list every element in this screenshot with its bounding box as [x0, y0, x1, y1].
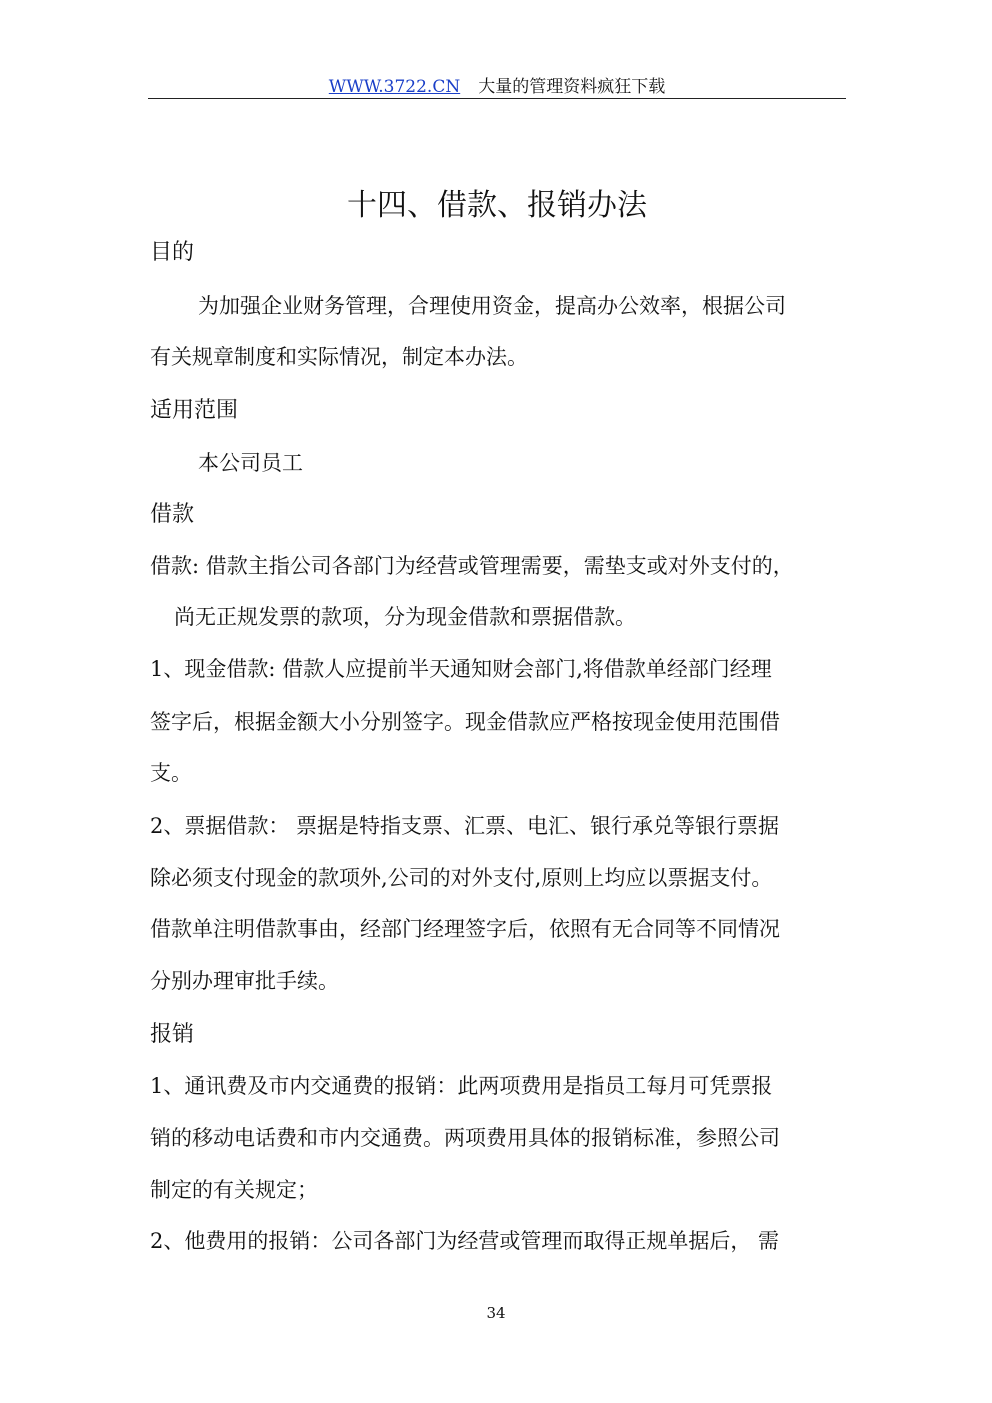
paragraph-line: 为加强企业财务管理，合理使用资金，提高办公效率，根据公司 — [198, 294, 786, 318]
paragraph-line: 除必须支付现金的款项外,公司的对外支付,原则上均应以票据支付。 — [150, 866, 773, 890]
header-divider — [148, 98, 846, 99]
heading-loan: 借款 — [150, 502, 195, 527]
paragraph-line: 签字后，根据金额大小分别签字。现金借款应严格按现金使用范围借 — [150, 710, 780, 734]
heading-purpose: 目的 — [150, 240, 195, 265]
paragraph-line: 借款: 借款主指公司各部门为经营或管理需要，需垫支或对外支付的， — [150, 554, 794, 578]
paragraph-line: 2、他费用的报销：公司各部门为经营或管理而取得正规单据后， 需 — [150, 1229, 780, 1253]
page-number: 34 — [486, 1304, 506, 1322]
paragraph-line: 有关规章制度和实际情况，制定本办法。 — [150, 345, 528, 369]
heading-reimburse: 报销 — [150, 1022, 195, 1047]
paragraph-line: 2、票据借款： 票据是特指支票、汇票、电汇、银行承兑等银行票据 — [150, 814, 780, 838]
paragraph-line: 制定的有关规定； — [150, 1178, 318, 1202]
paragraph-line: 分别办理审批手续。 — [150, 969, 339, 993]
paragraph-line: 销的移动电话费和市内交通费。两项费用具体的报销标准，参照公司 — [150, 1126, 780, 1150]
heading-scope: 适用范围 — [150, 398, 239, 423]
page-header — [148, 72, 846, 97]
header-tagline: 大量的管理资料疯狂下载 — [478, 77, 666, 97]
paragraph-line: 支。 — [150, 761, 192, 785]
site-link[interactable]: WWW.3722.CN — [328, 77, 461, 97]
paragraph-line: 本公司员工 — [198, 451, 303, 475]
paragraph-line: 借款单注明借款事由，经部门经理签字后，依照有无合同等不同情况 — [150, 917, 780, 941]
document-title: 十四、借款、报销办法 — [347, 188, 647, 223]
paragraph-line: 1、通讯费及市内交通费的报销：此两项费用是指员工每月可凭票报 — [150, 1074, 773, 1098]
paragraph-line: 1、现金借款: 借款人应提前半天通知财会部门,将借款单经部门经理 — [150, 657, 772, 681]
paragraph-line: 尚无正规发票的款项，分为现金借款和票据借款。 — [174, 605, 636, 629]
